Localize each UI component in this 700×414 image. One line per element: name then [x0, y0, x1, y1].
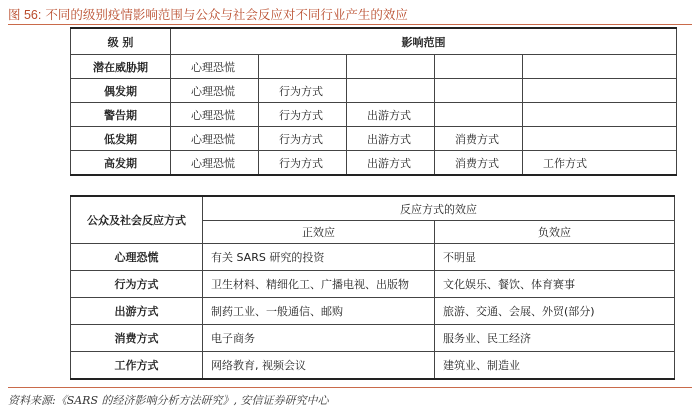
table-row — [71, 127, 677, 151]
negative-effect-cell: 不明显 — [435, 244, 675, 271]
reaction-cell: 工作方式 — [71, 352, 203, 380]
reaction-cell: 行为方式 — [71, 271, 203, 298]
source-note: 资料来源:《SARS 的经济影响分析方法研究》, 安信证券研究中心 — [8, 394, 329, 407]
figure-number: 图 56: — [8, 8, 42, 22]
table-header-row — [71, 28, 677, 55]
reaction-cell: 心理恐慌 — [71, 244, 203, 271]
negative-effect-cell: 服务业、民工经济 — [435, 325, 675, 352]
reaction-effect-table — [70, 195, 675, 380]
reaction-header: 公众及社会反应方式 — [71, 196, 203, 244]
negative-effect-cell: 文化娱乐、餐饮、体育赛事 — [435, 271, 675, 298]
scope-cell — [435, 103, 523, 127]
table-row — [71, 244, 675, 271]
table-row — [71, 103, 677, 127]
positive-effect-cell: 电子商务 — [203, 325, 435, 352]
positive-effect-cell: 网络教育, 视频会议 — [203, 352, 435, 380]
table-row — [71, 151, 677, 176]
reaction-cell: 消费方式 — [71, 325, 203, 352]
impact-scope-table — [70, 27, 677, 176]
figure-title — [8, 5, 408, 23]
level-cell: 高发期 — [71, 151, 171, 176]
scope-cell — [347, 55, 435, 79]
scope-cell: 出游方式 — [347, 127, 435, 151]
scope-cell: 行为方式 — [259, 127, 347, 151]
scope-cell — [523, 55, 677, 79]
scope-cell: 心理恐慌 — [171, 127, 259, 151]
positive-effect-cell: 有关 SARS 研究的投资 — [203, 244, 435, 271]
scope-cell: 行为方式 — [259, 79, 347, 103]
level-cell: 偶发期 — [71, 79, 171, 103]
table-row — [71, 271, 675, 298]
table-row — [71, 55, 677, 79]
scope-cell: 出游方式 — [347, 151, 435, 176]
scope-cell: 出游方式 — [347, 103, 435, 127]
level-header: 级 别 — [71, 28, 171, 55]
scope-cell — [523, 79, 677, 103]
source-divider — [8, 387, 692, 388]
level-cell: 警告期 — [71, 103, 171, 127]
reaction-cell: 出游方式 — [71, 298, 203, 325]
negative-effect-cell: 旅游、交通、会展、外贸(部分) — [435, 298, 675, 325]
level-cell: 低发期 — [71, 127, 171, 151]
scope-cell — [347, 79, 435, 103]
scope-cell: 行为方式 — [259, 103, 347, 127]
effect-header: 反应方式的效应 — [203, 196, 675, 221]
scope-cell — [523, 103, 677, 127]
negative-effect-cell: 建筑业、制造业 — [435, 352, 675, 380]
negative-effect-header: 负效应 — [435, 221, 675, 244]
figure-title-text: 不同的级别疫情影响范围与公众与社会反应对不同行业产生的效应 — [45, 7, 408, 22]
scope-cell: 心理恐慌 — [171, 151, 259, 176]
positive-effect-header: 正效应 — [203, 221, 435, 244]
table-header-row — [71, 196, 675, 221]
table-row — [71, 325, 675, 352]
scope-cell — [259, 55, 347, 79]
scope-cell: 消费方式 — [435, 151, 523, 176]
table-row — [71, 352, 675, 380]
scope-cell: 消费方式 — [435, 127, 523, 151]
scope-cell — [435, 55, 523, 79]
scope-cell: 工作方式 — [523, 151, 677, 176]
table-row — [71, 298, 675, 325]
scope-cell — [435, 79, 523, 103]
scope-cell: 心理恐慌 — [171, 79, 259, 103]
table-row — [71, 79, 677, 103]
scope-cell — [523, 127, 677, 151]
scope-header: 影响范围 — [171, 28, 677, 55]
positive-effect-cell: 制药工业、一般通信、邮购 — [203, 298, 435, 325]
title-divider — [8, 24, 692, 25]
positive-effect-cell: 卫生材料、精细化工、广播电视、出版物 — [203, 271, 435, 298]
scope-cell: 行为方式 — [259, 151, 347, 176]
scope-cell: 心理恐慌 — [171, 55, 259, 79]
level-cell: 潜在威胁期 — [71, 55, 171, 79]
scope-cell: 心理恐慌 — [171, 103, 259, 127]
